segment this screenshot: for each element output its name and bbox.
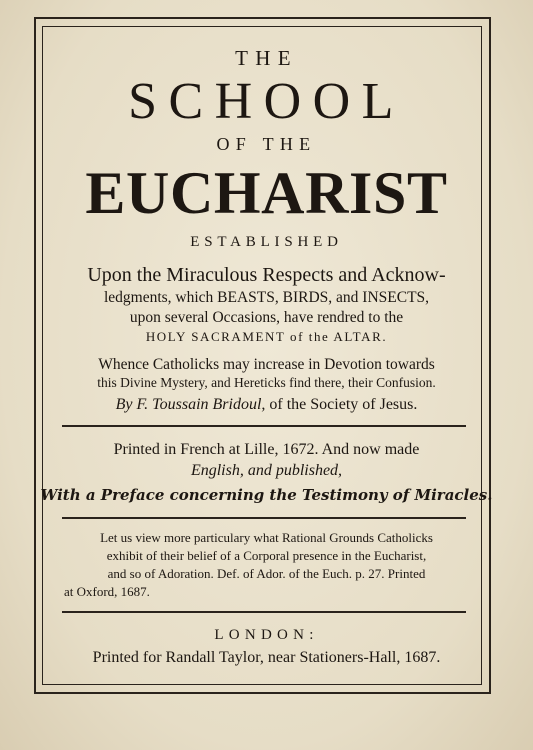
whence-line-2: this Divine Mystery, and Hereticks find there, their Confusion. (97, 375, 436, 390)
subtitle-line-2: ledgments, which BEASTS, BIRDS, and INSECTS, (103, 289, 430, 306)
quote-line-2: exhibit of their belief of a Corporal presence in the Eucharist, (106, 548, 427, 563)
quote-line-3: and so of Adoration. Def. of Ador. of the Euch. p. 27. Printed (107, 566, 426, 581)
imprint-line: Printed for Randall Taylor, near Stationers-Hall, 1687. (92, 649, 441, 666)
divider-3 (62, 611, 466, 613)
subtitle-line-4: HOLY SACRAMENT of the ALTAR. (145, 329, 388, 344)
divider-1 (62, 425, 466, 427)
author-society: of the Society of Jesus. (269, 396, 418, 413)
title-line-the: THE (235, 46, 298, 70)
title-line-school: SCHOOL (128, 73, 405, 130)
subtitle-line-3: upon several Occasions, have rendred to the (129, 309, 404, 326)
frame-top-outer (34, 17, 490, 19)
title-line-eucharist: EUCHARIST (85, 160, 448, 226)
divider-2 (62, 517, 466, 519)
title-line-of-the: OF THE (216, 134, 317, 154)
printed-line-2: English, and published, (190, 462, 343, 479)
author-name: By F. Toussain Bridoul, (115, 396, 266, 413)
whence-line-1: Whence Catholicks may increase in Devotion towards (98, 356, 435, 373)
frame-bottom-outer (34, 692, 491, 694)
frame-top-inner (42, 26, 482, 27)
subtitle-line-1: Upon the Miraculous Respects and Acknow- (87, 264, 446, 286)
author-line (0, 395, 533, 415)
quote-line-4: at Oxford, 1687. (64, 584, 150, 599)
printed-line-3: With a Preface concerning the Testimony of Miracles. (40, 486, 493, 504)
frame-bottom-inner (42, 684, 482, 685)
imprint-city: LONDON: (214, 627, 319, 643)
title-line-established: ESTABLISHED (190, 234, 343, 250)
printed-line-1: Printed in French at Lille, 1672. And now made (113, 441, 420, 458)
quote-line-1: Let us view more particulary what Rational Grounds Catholicks (100, 530, 433, 545)
